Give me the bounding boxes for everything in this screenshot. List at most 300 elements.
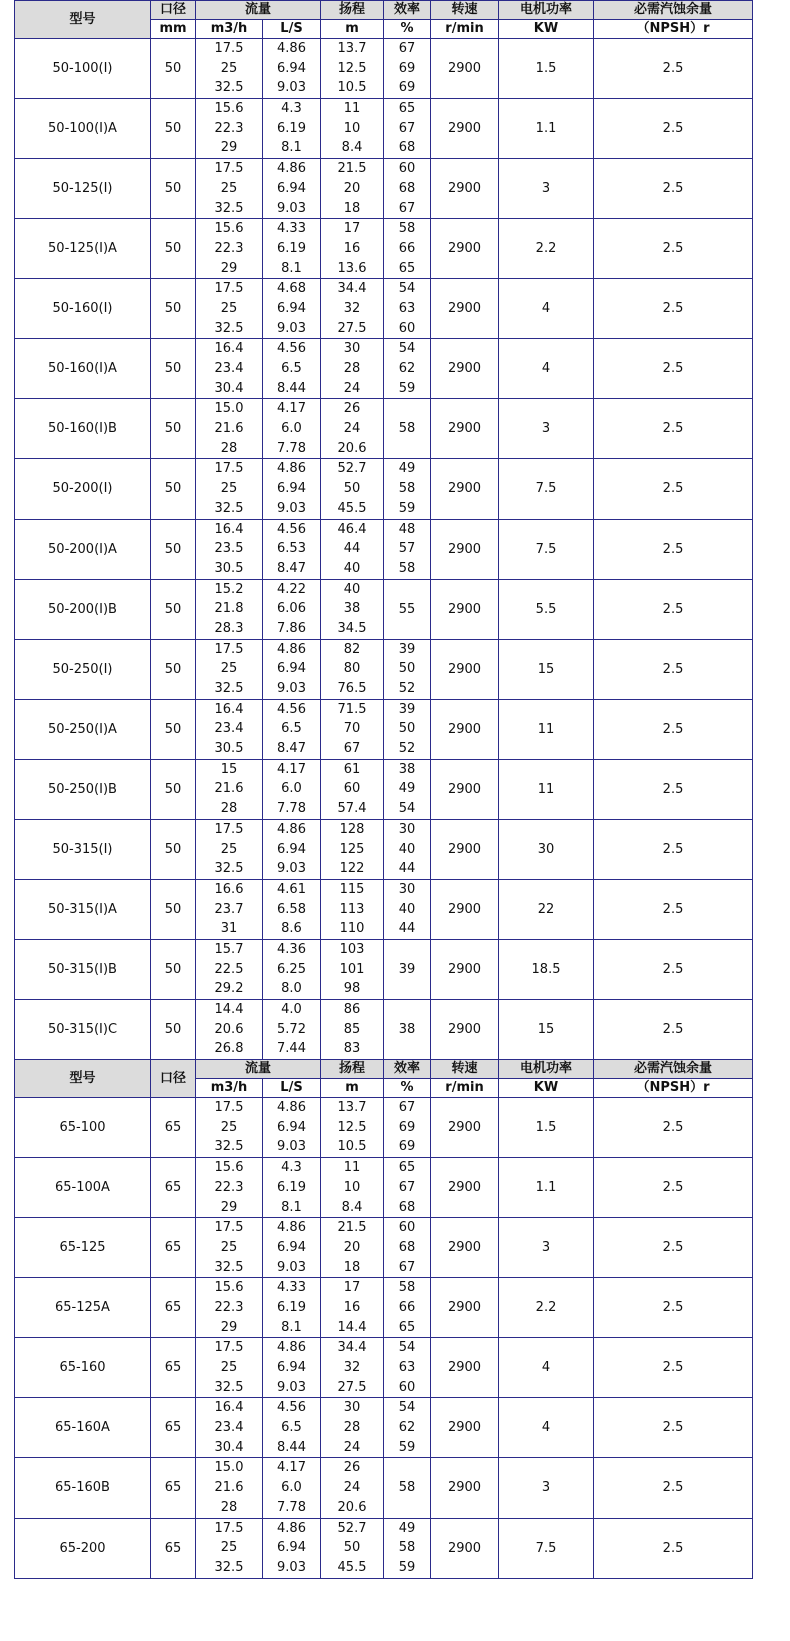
flow-ls-cell-value: 8.1 (281, 1199, 302, 1215)
flow-ls-cell-value: 6.94 (277, 1360, 306, 1375)
flow-ls-cell-value: 8.0 (281, 981, 302, 997)
npsh-cell: 2.5 (594, 519, 753, 579)
npsh-cell: 2.5 (594, 1458, 753, 1518)
head-cell-value: 26 (343, 401, 361, 417)
head-cell-value: 28 (343, 361, 361, 376)
diameter-cell: 50 (151, 699, 196, 759)
head-cell-value: 11 (343, 1160, 361, 1176)
npsh-cell: 2.5 (594, 759, 753, 819)
flow-m3h-cell-value: 15.6 (214, 1280, 244, 1296)
flow-ls-cell-value: 6.06 (277, 601, 306, 617)
flow-ls-cell-value: 6.94 (277, 1540, 306, 1556)
power-cell: 2.2 (499, 219, 594, 279)
head-cell (321, 639, 384, 699)
flow-m3h-cell (196, 99, 263, 159)
head-cell-value: 40 (343, 560, 361, 576)
power-cell: 11 (499, 699, 594, 759)
head-cell-value: 13.7 (337, 1100, 367, 1116)
flow-ls-cell (263, 1098, 321, 1158)
efficiency-cell-value: 48 (398, 521, 416, 537)
efficiency-cell-value: 44 (398, 921, 416, 937)
pump-spec-table (14, 0, 753, 1579)
flow-ls-cell (263, 459, 321, 519)
table-row (15, 219, 753, 279)
flow-m3h-cell-value: 14.4 (214, 1002, 244, 1017)
flow-m3h-cell-value: 32.5 (214, 1139, 244, 1155)
model-cell: 65-160B (15, 1458, 151, 1518)
flow-m3h-cell (196, 1278, 263, 1338)
head-cell (321, 1000, 384, 1060)
flow-ls-cell-value: 4.33 (277, 1280, 306, 1296)
header-head: 扬程 (321, 1, 384, 20)
table-row (15, 579, 753, 639)
flow-ls-cell-value: 6.53 (277, 541, 306, 557)
flow-ls-cell-value: 6.19 (277, 1299, 306, 1315)
head-cell-value: 83 (343, 1041, 361, 1057)
header-efficiency-2: 效率 (384, 1060, 431, 1079)
power-cell: 11 (499, 759, 594, 819)
head-cell (321, 879, 384, 939)
efficiency-cell-value: 59 (398, 380, 416, 396)
flow-m3h-cell-value: 15.6 (214, 101, 244, 117)
flow-ls-cell-value: 8.44 (277, 1439, 306, 1455)
power-cell: 3 (499, 159, 594, 219)
flow-ls-cell-value: 6.5 (281, 721, 302, 737)
flow-m3h-cell-value: 17.5 (214, 161, 244, 177)
flow-ls-cell (263, 1398, 321, 1458)
header-power-2: 电机功率 (499, 1060, 594, 1079)
flow-m3h-cell-value: 22.3 (214, 120, 244, 136)
flow-m3h-cell (196, 939, 263, 999)
npsh-cell: 2.5 (594, 99, 753, 159)
flow-ls-cell-value: 9.03 (277, 1379, 306, 1395)
table-row (15, 1338, 753, 1398)
flow-ls-cell-value: 6.19 (277, 120, 306, 136)
table-row (15, 99, 753, 159)
header-head-2: 扬程 (321, 1060, 384, 1079)
model-cell: 65-100 (15, 1098, 151, 1158)
flow-ls-cell-value: 4.17 (277, 401, 306, 417)
head-cell (321, 1518, 384, 1578)
efficiency-cell-value: 68 (398, 1239, 416, 1255)
flow-ls-cell-value: 4.56 (277, 701, 306, 717)
model-cell: 65-160A (15, 1398, 151, 1458)
diameter-cell: 50 (151, 459, 196, 519)
head-cell-value: 13.6 (337, 260, 367, 276)
head-cell-value: 12.5 (337, 60, 367, 76)
efficiency-cell-value: 67 (398, 200, 416, 216)
model-cell: 50-250(I)A (15, 699, 151, 759)
npsh-cell: 2.5 (594, 279, 753, 339)
head-cell-value: 8.4 (341, 140, 363, 156)
efficiency-cell-value: 44 (398, 861, 416, 877)
head-cell-value: 30 (343, 1400, 361, 1416)
header-speed: 转速 (431, 1, 499, 20)
power-cell: 4 (499, 1398, 594, 1458)
head-cell-value: 85 (343, 1021, 361, 1037)
diameter-cell: 65 (151, 1158, 196, 1218)
efficiency-cell-value: 60 (398, 1379, 416, 1395)
efficiency-cell-value: 54 (398, 281, 416, 297)
power-cell: 3 (499, 399, 594, 459)
efficiency-cell-value: 54 (398, 341, 416, 357)
head-cell-value: 8.4 (341, 1199, 363, 1215)
flow-m3h-cell-value: 15.0 (214, 1460, 244, 1476)
flow-m3h-cell-value: 15.6 (214, 221, 244, 237)
flow-ls-cell-value: 4.3 (281, 101, 302, 117)
diameter-cell: 50 (151, 399, 196, 459)
npsh-cell: 2.5 (594, 1000, 753, 1060)
flow-ls-cell (263, 99, 321, 159)
npsh-cell: 2.5 (594, 219, 753, 279)
efficiency-cell (384, 339, 431, 399)
efficiency-cell-value: 30 (398, 821, 416, 837)
flow-ls-cell-value: 9.03 (277, 80, 306, 96)
flow-m3h-cell-value: 25 (220, 180, 238, 196)
flow-ls-cell-value: 4.56 (277, 341, 306, 357)
efficiency-cell-value: 59 (398, 1439, 416, 1455)
efficiency-cell-value: 58 (398, 560, 416, 576)
table-row (15, 39, 753, 99)
table-row (15, 879, 753, 939)
efficiency-cell-value: 66 (398, 1299, 416, 1315)
npsh-cell: 2.5 (594, 1218, 753, 1278)
flow-m3h-cell (196, 219, 263, 279)
flow-m3h-cell-value: 17.5 (214, 1220, 244, 1236)
flow-ls-cell-value: 6.19 (277, 240, 306, 256)
flow-ls-cell (263, 1338, 321, 1398)
flow-ls-cell-value: 4.86 (277, 821, 306, 837)
flow-m3h-cell-value: 15.0 (214, 401, 244, 417)
flow-ls-cell-value: 9.03 (277, 1559, 306, 1575)
flow-ls-cell (263, 879, 321, 939)
diameter-cell: 65 (151, 1338, 196, 1398)
table-row (15, 1518, 753, 1578)
efficiency-cell-value: 40 (398, 841, 416, 857)
efficiency-cell (384, 639, 431, 699)
head-cell-value: 18 (343, 1259, 361, 1275)
head-cell-value: 52.7 (337, 461, 367, 477)
flow-m3h-cell-value: 16.4 (214, 701, 244, 717)
speed-cell: 2900 (431, 1338, 499, 1398)
flow-m3h-cell-value: 32.5 (214, 80, 244, 96)
flow-m3h-cell (196, 459, 263, 519)
speed-cell: 2900 (431, 279, 499, 339)
flow-m3h-cell-value: 25 (220, 661, 238, 677)
diameter-cell: 50 (151, 579, 196, 639)
head-cell (321, 1158, 384, 1218)
head-cell-value: 103 (339, 941, 365, 957)
diameter-cell: 50 (151, 819, 196, 879)
efficiency-cell-value: 69 (398, 60, 416, 76)
flow-ls-cell-value: 6.94 (277, 180, 306, 196)
npsh-cell: 2.5 (594, 699, 753, 759)
flow-m3h-cell-value: 29 (220, 260, 238, 276)
head-cell-value: 10.5 (337, 1139, 367, 1155)
efficiency-cell (384, 819, 431, 879)
efficiency-cell-value: 39 (398, 641, 416, 657)
npsh-cell: 2.5 (594, 1158, 753, 1218)
flow-m3h-cell-value: 31 (220, 921, 238, 937)
power-cell: 4 (499, 279, 594, 339)
header-npsh-2: 必需汽蚀余量 (594, 1060, 753, 1079)
flow-m3h-cell (196, 579, 263, 639)
head-cell-value: 32 (343, 300, 361, 316)
head-cell-value: 45.5 (337, 1559, 367, 1575)
diameter-cell: 50 (151, 339, 196, 399)
model-cell: 65-125 (15, 1218, 151, 1278)
table-row (15, 819, 753, 879)
model-cell: 50-160(I)A (15, 339, 151, 399)
flow-ls-cell-value: 6.94 (277, 60, 306, 76)
head-cell-value: 110 (339, 921, 365, 937)
head-cell-value: 80 (343, 661, 361, 677)
diameter-cell: 65 (151, 1278, 196, 1338)
flow-m3h-cell-value: 17.5 (214, 41, 244, 56)
header-efficiency-unit: % (384, 20, 431, 39)
efficiency-cell (384, 1338, 431, 1398)
diameter-cell: 65 (151, 1218, 196, 1278)
flow-ls-cell-value: 8.1 (281, 140, 302, 156)
head-cell-value: 18 (343, 200, 361, 216)
flow-ls-cell-value: 4.86 (277, 641, 306, 657)
flow-ls-cell-value: 6.0 (281, 781, 302, 797)
flow-m3h-cell-value: 32.5 (214, 861, 244, 877)
flow-m3h-cell-value: 25 (220, 1540, 238, 1556)
model-cell: 50-200(I)A (15, 519, 151, 579)
npsh-cell: 2.5 (594, 1518, 753, 1578)
npsh-cell: 2.5 (594, 579, 753, 639)
header-npsh: 必需汽蚀余量 (594, 1, 753, 20)
flow-m3h-cell-value: 23.4 (214, 721, 244, 737)
flow-ls-cell-value: 7.78 (277, 440, 306, 456)
diameter-cell: 65 (151, 1518, 196, 1578)
diameter-cell: 50 (151, 39, 196, 99)
flow-ls-cell-value: 8.47 (277, 560, 306, 576)
head-cell-value: 113 (339, 901, 365, 917)
efficiency-cell (384, 279, 431, 339)
head-cell-value: 20.6 (337, 1499, 367, 1515)
npsh-cell: 2.5 (594, 939, 753, 999)
efficiency-cell-value: 50 (398, 661, 416, 677)
flow-m3h-cell-value: 25 (220, 481, 238, 497)
header-speed-unit: r/min (431, 20, 499, 39)
head-cell-value: 46.4 (337, 521, 367, 537)
speed-cell: 2900 (431, 939, 499, 999)
diameter-cell: 65 (151, 1458, 196, 1518)
speed-cell: 2900 (431, 1098, 499, 1158)
head-cell-value: 101 (339, 961, 365, 977)
flow-m3h-cell-value: 15.7 (214, 941, 244, 957)
efficiency-cell: 39 (384, 939, 431, 999)
model-cell: 50-250(I) (15, 639, 151, 699)
npsh-cell: 2.5 (594, 879, 753, 939)
header-flow-unit-ls-2: L/S (263, 1079, 321, 1098)
efficiency-cell (384, 459, 431, 519)
npsh-cell: 2.5 (594, 1398, 753, 1458)
head-cell-value: 50 (343, 1540, 361, 1556)
head-cell-value: 28 (343, 1420, 361, 1436)
flow-m3h-cell-value: 15.2 (214, 581, 244, 597)
flow-ls-cell-value: 6.94 (277, 841, 306, 857)
flow-m3h-cell-value: 23.4 (214, 361, 244, 376)
model-cell: 65-100A (15, 1158, 151, 1218)
flow-ls-cell (263, 1518, 321, 1578)
flow-m3h-cell-value: 29 (220, 1199, 238, 1215)
speed-cell: 2900 (431, 579, 499, 639)
power-cell: 5.5 (499, 579, 594, 639)
flow-ls-cell-value: 4.3 (281, 1160, 302, 1176)
efficiency-cell-value: 58 (398, 1280, 416, 1296)
flow-m3h-cell-value: 32.5 (214, 1379, 244, 1395)
header-model-2: 型号 (15, 1060, 151, 1098)
npsh-cell: 2.5 (594, 819, 753, 879)
diameter-cell: 50 (151, 1000, 196, 1060)
npsh-cell: 2.5 (594, 1278, 753, 1338)
power-cell: 2.2 (499, 1278, 594, 1338)
efficiency-cell-value: 50 (398, 721, 416, 737)
head-cell-value: 30 (343, 341, 361, 357)
header-diameter: 口径 (151, 1, 196, 20)
efficiency-cell-value: 63 (398, 300, 416, 316)
diameter-cell: 50 (151, 759, 196, 819)
flow-m3h-cell-value: 30.4 (214, 380, 244, 396)
efficiency-cell-value: 52 (398, 681, 416, 696)
power-cell: 7.5 (499, 459, 594, 519)
flow-m3h-cell-value: 25 (220, 60, 238, 76)
flow-ls-cell-value: 8.6 (281, 921, 302, 937)
speed-cell: 2900 (431, 399, 499, 459)
model-cell: 50-100(I)A (15, 99, 151, 159)
flow-m3h-cell (196, 399, 263, 459)
flow-ls-cell-value: 6.94 (277, 300, 306, 316)
flow-ls-cell (263, 39, 321, 99)
flow-m3h-cell-value: 17.5 (214, 641, 244, 657)
efficiency-cell-value: 69 (398, 1119, 416, 1135)
flow-ls-cell-value: 4.36 (277, 941, 306, 957)
flow-ls-cell-value: 7.44 (277, 1041, 306, 1057)
flow-ls-cell-value: 9.03 (277, 200, 306, 216)
flow-ls-cell (263, 579, 321, 639)
table-row (15, 1098, 753, 1158)
flow-m3h-cell (196, 159, 263, 219)
header-flow: 流量 (196, 1, 321, 20)
head-cell (321, 339, 384, 399)
head-cell (321, 1278, 384, 1338)
npsh-cell: 2.5 (594, 1338, 753, 1398)
head-cell-value: 70 (343, 721, 361, 737)
flow-m3h-cell-value: 23.5 (214, 541, 244, 557)
model-cell: 50-125(I)A (15, 219, 151, 279)
npsh-cell: 2.5 (594, 459, 753, 519)
table-row (15, 459, 753, 519)
efficiency-cell: 58 (384, 1458, 431, 1518)
flow-ls-cell-value: 6.5 (281, 1420, 302, 1436)
efficiency-cell-value: 57 (398, 541, 416, 557)
diameter-cell: 50 (151, 159, 196, 219)
head-cell-value: 10.5 (337, 80, 367, 96)
efficiency-cell-value: 68 (398, 1199, 416, 1215)
speed-cell: 2900 (431, 1218, 499, 1278)
flow-m3h-cell (196, 759, 263, 819)
head-cell-value: 17 (343, 1280, 361, 1296)
flow-ls-cell-value: 6.0 (281, 1480, 302, 1496)
head-cell-value: 13.7 (337, 41, 367, 56)
head-cell (321, 759, 384, 819)
flow-m3h-cell-value: 30.4 (214, 1439, 244, 1455)
flow-m3h-cell-value: 22.3 (214, 240, 244, 256)
efficiency-cell-value: 49 (398, 461, 416, 477)
table-row (15, 1278, 753, 1338)
head-cell-value: 20 (343, 180, 361, 196)
efficiency-cell (384, 219, 431, 279)
flow-m3h-cell-value: 29 (220, 1319, 238, 1335)
efficiency-cell-value: 60 (398, 320, 416, 336)
flow-ls-cell-value: 4.17 (277, 761, 306, 777)
flow-m3h-cell-value: 22.3 (214, 1179, 244, 1195)
flow-ls-cell (263, 1458, 321, 1518)
efficiency-cell-value: 60 (398, 161, 416, 177)
head-cell-value: 12.5 (337, 1119, 367, 1135)
speed-cell: 2900 (431, 1518, 499, 1578)
model-cell: 50-100(I) (15, 39, 151, 99)
flow-m3h-cell (196, 819, 263, 879)
model-cell: 50-200(I)B (15, 579, 151, 639)
flow-m3h-cell (196, 1218, 263, 1278)
flow-ls-cell-value: 9.03 (277, 1259, 306, 1275)
flow-ls-cell-value: 8.47 (277, 741, 306, 757)
flow-ls-cell-value: 9.03 (277, 500, 306, 516)
speed-cell: 2900 (431, 1398, 499, 1458)
efficiency-cell-value: 39 (398, 701, 416, 717)
head-cell-value: 34.4 (337, 1340, 367, 1356)
speed-cell: 2900 (431, 819, 499, 879)
head-cell (321, 99, 384, 159)
flow-ls-cell-value: 4.86 (277, 1100, 306, 1116)
head-cell-value: 67 (343, 741, 361, 757)
header-efficiency-unit-2: % (384, 1079, 431, 1098)
efficiency-cell-value: 65 (398, 1319, 416, 1335)
power-cell: 15 (499, 639, 594, 699)
model-cell: 50-125(I) (15, 159, 151, 219)
head-cell-value: 26 (343, 1460, 361, 1476)
head-cell-value: 60 (343, 781, 361, 797)
speed-cell: 2900 (431, 519, 499, 579)
head-cell-value: 34.5 (337, 620, 367, 636)
table-row (15, 279, 753, 339)
diameter-cell: 50 (151, 279, 196, 339)
head-cell-value: 21.5 (337, 161, 367, 177)
speed-cell: 2900 (431, 159, 499, 219)
flow-ls-cell-value: 4.0 (281, 1002, 302, 1017)
model-cell: 65-125A (15, 1278, 151, 1338)
flow-ls-cell-value: 4.86 (277, 161, 306, 177)
head-cell (321, 39, 384, 99)
head-cell-value: 16 (343, 240, 361, 256)
flow-ls-cell-value: 6.5 (281, 361, 302, 376)
npsh-cell: 2.5 (594, 39, 753, 99)
header-npsh-unit-2: （NPSH）r (594, 1079, 753, 1098)
flow-m3h-cell-value: 21.6 (214, 1480, 244, 1496)
model-cell: 50-250(I)B (15, 759, 151, 819)
header-speed-unit-2: r/min (431, 1079, 499, 1098)
flow-m3h-cell-value: 22.3 (214, 1299, 244, 1315)
flow-m3h-cell-value: 32.5 (214, 1259, 244, 1275)
flow-m3h-cell-value: 21.6 (214, 781, 244, 797)
head-cell-value: 27.5 (337, 320, 367, 336)
flow-ls-cell-value: 4.68 (277, 281, 306, 297)
head-cell-value: 44 (343, 541, 361, 557)
